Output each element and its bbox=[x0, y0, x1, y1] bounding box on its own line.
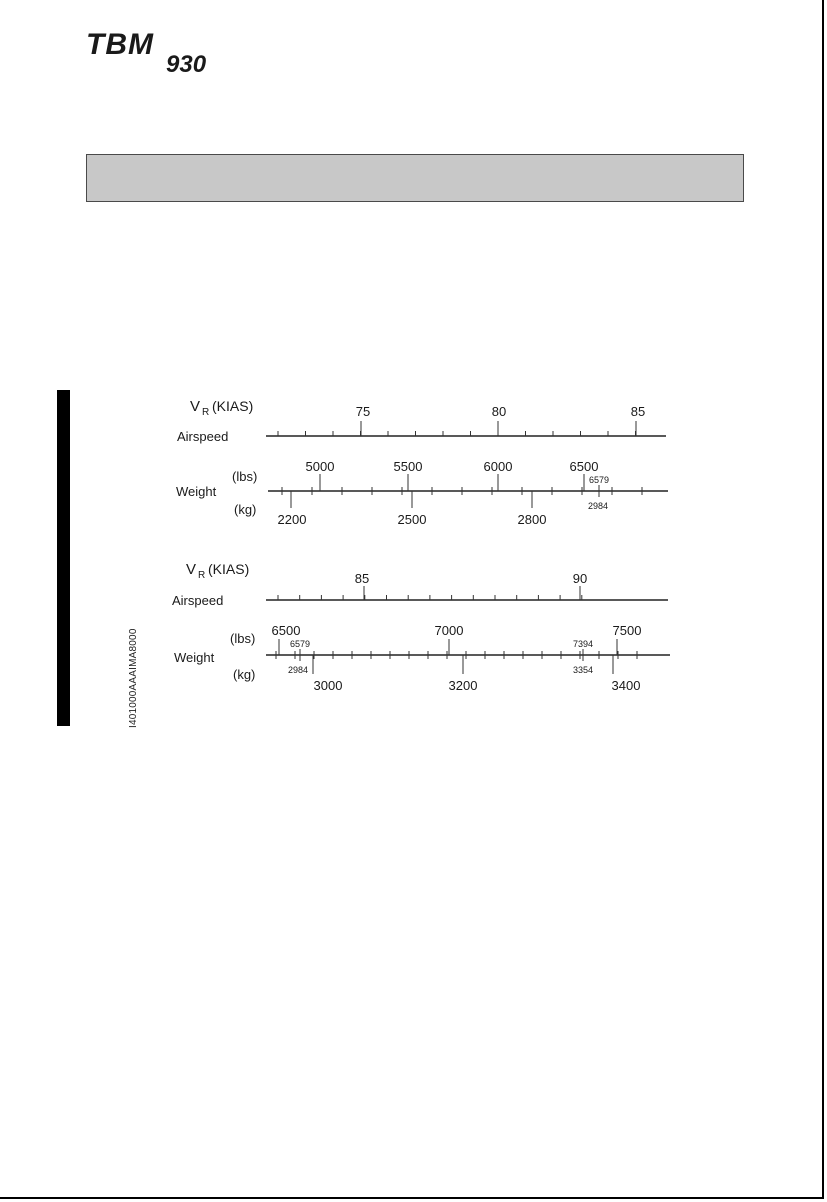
chart2-kg-tick-label: 3400 bbox=[611, 678, 641, 693]
chart2-weight-label: Weight bbox=[174, 650, 215, 665]
chart1-airspeed-label: Airspeed bbox=[177, 429, 229, 444]
chart2-lbs-tick-label: 7000 bbox=[434, 623, 464, 638]
logo-model: 930 bbox=[166, 51, 207, 76]
chart1-airspeed-tick-label: 85 bbox=[630, 404, 646, 419]
chart2-kg-special-label: 3354 bbox=[572, 665, 594, 675]
chart1-lbs-tick-label: 5500 bbox=[393, 459, 423, 474]
chart2-vr-unit: (KIAS) bbox=[208, 561, 250, 577]
chart2-lbs-special-label: 6579 bbox=[289, 639, 311, 649]
chart2-vr-label: V bbox=[186, 561, 197, 578]
chart1-lbs-label: (lbs) bbox=[232, 469, 258, 484]
chart2-vr-sub: R bbox=[198, 570, 206, 581]
chart1-kg-tick-label: 2800 bbox=[517, 512, 547, 527]
chart2-lbs-tick-label: 6500 bbox=[271, 623, 301, 638]
chart1-kg-tick-label: 2200 bbox=[277, 512, 307, 527]
chart1-labels bbox=[176, 398, 645, 527]
chart2-lbs-special-label: 7394 bbox=[572, 639, 594, 649]
chart1-vr-sub: R bbox=[202, 407, 210, 418]
chart2-lbs-label: (lbs) bbox=[230, 631, 256, 646]
figure-code: I401000AAAIMA8000 bbox=[128, 628, 139, 728]
chart2-kg-tick-label: 3000 bbox=[313, 678, 343, 693]
chart2-labels bbox=[172, 561, 641, 693]
chart1-weight-label: Weight bbox=[176, 484, 217, 499]
chart2-kg-label: (kg) bbox=[233, 667, 256, 682]
chart1-lbs-tick-label: 6000 bbox=[483, 459, 513, 474]
chart1-lbs-special-label: 6579 bbox=[588, 475, 610, 485]
chart1-airspeed-tick-label: 80 bbox=[491, 404, 507, 419]
chart1-airspeed-tick-label: 75 bbox=[355, 404, 371, 419]
chart1-lbs-tick-label: 6500 bbox=[569, 459, 599, 474]
chart2-lbs-tick-label: 7500 bbox=[612, 623, 642, 638]
logo-brand: TBM bbox=[86, 28, 154, 61]
chart1-vr-unit: (KIAS) bbox=[212, 398, 254, 414]
chart1-vr-label: V bbox=[190, 398, 201, 415]
chart2-airspeed-label: Airspeed bbox=[172, 593, 224, 608]
chart1-kg-special-label: 2984 bbox=[587, 501, 609, 511]
chart1-kg-tick-label: 2500 bbox=[397, 512, 427, 527]
chart2-kg-special-label: 2984 bbox=[287, 665, 309, 675]
chart2-airspeed-tick-label: 90 bbox=[572, 571, 588, 586]
chart2-kg-tick-label: 3200 bbox=[448, 678, 478, 693]
chart2-airspeed-tick-label: 85 bbox=[354, 571, 370, 586]
chart1-kg-label: (kg) bbox=[234, 502, 257, 517]
chart1-lbs-tick-label: 5000 bbox=[305, 459, 335, 474]
